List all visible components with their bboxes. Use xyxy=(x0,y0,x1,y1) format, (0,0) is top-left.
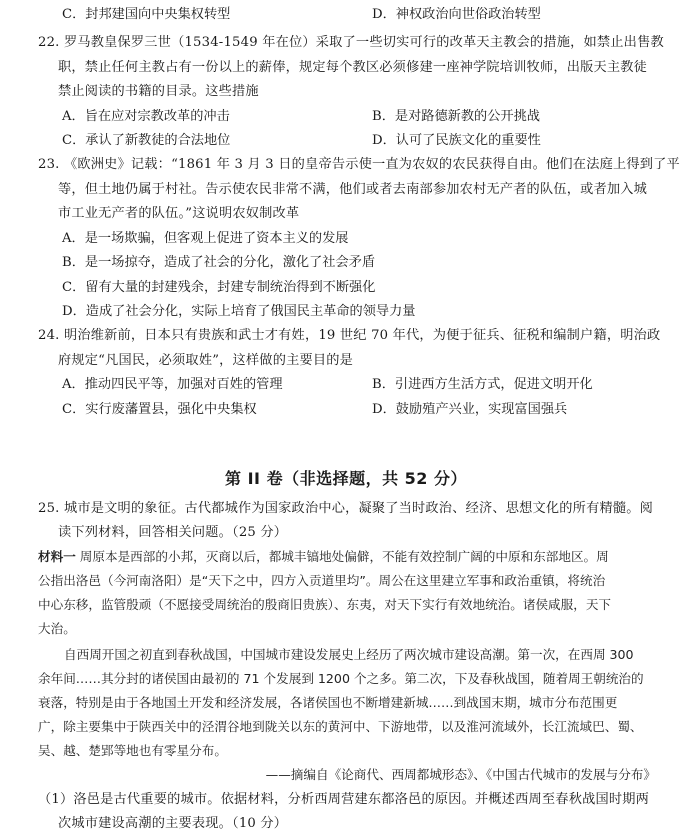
q24-option-d: D．鼓励殖产兴业，实现富国强兵 xyxy=(372,402,568,417)
q23-option-a: A．是一场欺骗，但客观上促进了资本主义的发展 xyxy=(62,231,349,246)
q24-stem-line1: 24. 明治维新前，日本只有贵族和武士才有姓，19 世纪 70 年代，为便于征兵、征税和编制户籍，明治政 xyxy=(38,328,661,343)
q25-sub1-line2: 次城市建设高潮的主要表现。（10 分） xyxy=(58,816,288,831)
material-one-label: 材料一 xyxy=(38,549,76,564)
material-two-line5: 吴、越、楚郢等地也有零星分布。 xyxy=(38,743,227,758)
q24-stem-line2: 府规定“凡国民，必须取姓”，这样做的主要目的是 xyxy=(58,353,354,368)
material-one-line1 xyxy=(38,548,609,566)
material-one-line3: 中心东移，监管殷顽（不愿接受周统治的殷商旧贵族）、东夷，对天下实行有效地统治。诸侯咸服，天下 xyxy=(38,597,612,612)
q22-option-d: D．认可了民族文化的重要性 xyxy=(372,133,541,148)
q23-stem-line3: 市工业无产者的队伍。”这说明农奴制改革 xyxy=(58,206,300,221)
material-two-line4: 广，除主要集中于陕西关中的泾渭谷地到陇关以东的黄河中、下游地带，以及淮河流域外，长江流域巴、蜀、 xyxy=(38,719,643,734)
q23-stem-line1: 23. 《欧洲史》记载：“1861 年 3 月 3 日的皇帝告示使一直为农奴的农民获得自由。他们在法庭上得到了平 xyxy=(38,157,680,172)
material-two-line3: 衰落，特别是由于各地国土开发和经济发展，各诸侯国也不断增建新城……到战国末期，城市分布范围更 xyxy=(38,695,618,710)
q23-option-d: D．造成了社会分化，实际上培育了俄国民主革命的领导力量 xyxy=(62,304,416,319)
material-two-line2: 余年间……其分封的诸侯国由最初的 71 个发展到 1200 个之多。第二次，下及春秋战国，随着周王朝统治的 xyxy=(38,671,644,686)
material-source: ——摘编自《论商代、西周都城形态》、《中国古代城市的发展与分布》 xyxy=(265,767,656,782)
q23-option-b: B．是一场掠夺，造成了社会的分化，激化了社会矛盾 xyxy=(62,255,376,270)
q22-stem-line3: 禁止阅读的书籍的目录。这些措施 xyxy=(58,84,259,99)
q24-option-a: A．推动四民平等，加强对百姓的管理 xyxy=(62,377,283,392)
material-one-line4: 大治。 xyxy=(38,621,76,636)
q24-option-c: C．实行废藩置县，强化中央集权 xyxy=(62,402,257,417)
q22-option-a: A．旨在应对宗教改革的冲击 xyxy=(62,109,230,124)
material-two-line1: 自西周开国之初直到春秋战国，中国城市建设发展史上经历了两次城市建设高潮。第一次，在西周 300 xyxy=(64,647,634,662)
q25-stem-line2: 读下列材料，回答相关问题。（25 分） xyxy=(58,525,288,540)
section-heading: 第 II 卷（非选择题，共 52 分） xyxy=(225,469,467,488)
q22-option-b: B．是对路德新教的公开挑战 xyxy=(372,109,540,124)
q25-sub1-line1: （1）洛邑是古代重要的城市。依据材料，分析西周营建东都洛邑的原因。并概述西周至春秋战国时期两 xyxy=(38,792,650,807)
q22-stem-line2: 职，禁止任何主教占有一份以上的薪俸，规定每个教区必须修建一座神学院培训牧师，出版天主教徒 xyxy=(58,60,648,75)
q22-option-c: C．承认了新教徒的合法地位 xyxy=(62,133,231,148)
q23-stem-line2: 等，但土地仍属于村社。告示使农民非常不满，他们或者去南部参加农村无产者的队伍，或者加入城 xyxy=(58,182,648,197)
q25-stem-line1: 25. 城市是文明的象征。古代都城作为国家政治中心，凝聚了当时政治、经济、思想文化的所有精髓。阅 xyxy=(38,501,654,516)
q22-stem-line1: 22. 罗马教皇保罗三世（1534-1549 年在位）采取了一些切实可行的改革天主教会的措施，如禁止出售教 xyxy=(38,35,664,50)
q21-option-d: D．神权政治向世俗政治转型 xyxy=(372,7,541,22)
material-one-line2: 公指出洛邑（今河南洛阳）是“天下之中，四方入贡道里均”。周公在这里建立军事和政治重镇，将统治 xyxy=(38,573,606,588)
q24-option-b: B．引进西方生活方式，促进文明开化 xyxy=(372,377,593,392)
material-one-text-1: 周原本是西部的小邦，灭商以后，都城丰镐地处偏僻，不能有效控制广阔的中原和东部地区。周 xyxy=(75,549,609,564)
q23-option-c: C．留有大量的封建残余，封建专制统治得到不断强化 xyxy=(62,280,376,295)
q21-option-c: C．封邦建国向中央集权转型 xyxy=(62,7,231,22)
